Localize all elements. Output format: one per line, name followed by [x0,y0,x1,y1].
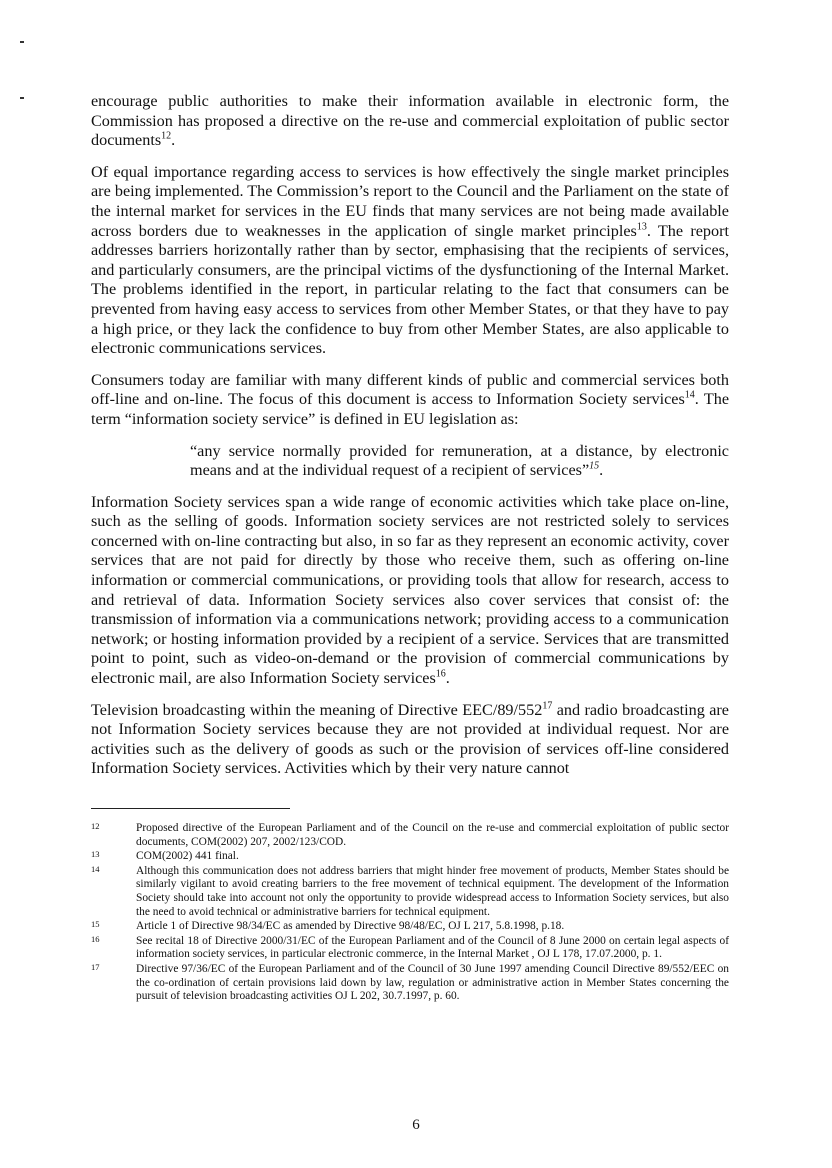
paragraph-1 [91,92,729,151]
body-text [91,92,729,791]
footnote-16 [91,935,729,962]
footnote-text: See recital 18 of Directive 2000/31/EC of the European Parliament and of the Council of 8 June 2000 on certain legal aspects of information society services, in particular electronic commerce, in the Internal Market , OJ L 178, 17.07.2000, p. 1. [136,934,729,961]
paragraph-5 [91,701,729,779]
footnote-12 [91,822,729,849]
paragraph-text: . [171,131,176,150]
paragraph-text: Information Society services span a wide range of economic activities which take place on-line, such as the selling of goods. Information society services are not restricted solely to services concerned with on-line contracting but also, in so far as they represent an economic activity, cover services that are not paid for directly by those who receive them, such as offering on-line information or commercial communications, or providing tools that allow for research, access to and retrieval of data. Information Society services also cover services that consist of: the transmission of information via a communications network; providing access to a communication network; or hosting information provided by a recipient of a service. Services that are transmitted point to point, such as video-on-demand or the provision of commercial communications by electronic mail, are also Information Society services [91,492,729,688]
footnote-17 [91,963,729,1004]
paragraph-3 [91,371,729,430]
footnote-ref: 13 [636,221,647,233]
definition-quote [190,442,729,481]
paragraph-text: and radio broadcasting are not Information Society services because they are not provided at individual request. Nor are activities such as the delivery of goods as such or the provision of services off-line considered Information Society services. Activities which by their very nature cannot [91,700,729,778]
footnote-13 [91,850,729,864]
footnote-ref: 12 [161,130,172,142]
paragraph-text: encourage public authorities to make their information available in electronic form, the Commission has proposed a directive on the re-use and commercial exploitation of public sector documents [91,92,729,150]
page-number: 6 [412,1117,420,1133]
paragraph-text: Of equal importance regarding access to services is how effectively the single market principles are being implemented. The Commission’s report to the Council and the Parliament on the state of the internal market for services in the EU finds that many services are not being made available across borders due to weaknesses in the application of single market principles [91,162,729,240]
quote-text: . [599,461,604,480]
paragraph-4 [91,493,729,689]
footnote-text: Article 1 of Directive 98/34/EC as amended by Directive 98/48/EC, OJ L 217, 5.8.1998, p.18. [136,920,565,933]
footnote-ref: 17 [542,700,553,712]
footnote-14 [91,865,729,919]
scan-mark [20,97,24,99]
paragraph-text: . The term “information society service” is defined in EU legislation as: [91,390,729,428]
footnote-text: Directive 97/36/EC of the European Parliament and of the Council of 30 June 1997 amending Council Directive 89/552/EEC on the co-ordination of certain provisions laid down by law, regulation or administrative action in Member States concerning the pursuit of television broadcasting activities OJ L 202, 30.7.1997, p. 60. [136,962,729,1003]
scan-mark [20,41,24,43]
footnote-ref: 15 [589,460,600,472]
footnote-15 [91,920,729,934]
footnote-text: Although this communication does not address barriers that might hinder free movement of products, Member States should be similarly vigilant to avoid creating barriers to the free movement of technical equipment. The development of the Information Society should take into account not only the opportunity to provide widespread access to Information Society services, but also the need to avoid technical or administrative barriers for technical equipment. [136,864,729,918]
footnote-text: Proposed directive of the European Parliament and of the Council on the re-use and commercial exploitation of public sector documents, COM(2002) 207, 2002/123/COD. [136,822,729,848]
footnote-number: 16 [91,933,100,944]
footnotes [91,822,729,1005]
paragraph-text: . The report addresses barriers horizontally rather than by sector, emphasising that the recipients of services, and particularly consumers, are the principal victims of the dysfunctioning of the Internal Market. The problems identified in the report, in particular relating to the fact that consumers can be prevented from having easy access to services from other Member States, or that they have to pay a high price, or they lack the confidence to buy from other Member States, are also applicable to electronic communications services. [91,221,729,358]
footnote-number: 17 [91,961,100,972]
paragraph-text: . [445,669,450,688]
footnote-ref: 16 [435,668,446,680]
paragraph-2 [91,163,729,359]
paragraph-text: Consumers today are familiar with many different kinds of public and commercial services both off-line and on-line. The focus of this document is access to Information Society services [91,370,729,409]
footnote-number: 15 [91,919,100,930]
footnote-number: 14 [91,863,100,874]
footnote-number: 12 [91,821,100,831]
footnote-text: COM(2002) 441 final. [136,850,239,863]
paragraph-text: Television broadcasting within the meaning of Directive EEC/89/552 [91,700,543,719]
footnote-ref: 14 [684,389,695,401]
footnote-separator [91,808,290,809]
footnote-number: 13 [91,849,100,860]
quote-text: “any service normally provided for remuneration, at a distance, by electronic means and at the individual request of a recipient of services” [190,441,729,480]
